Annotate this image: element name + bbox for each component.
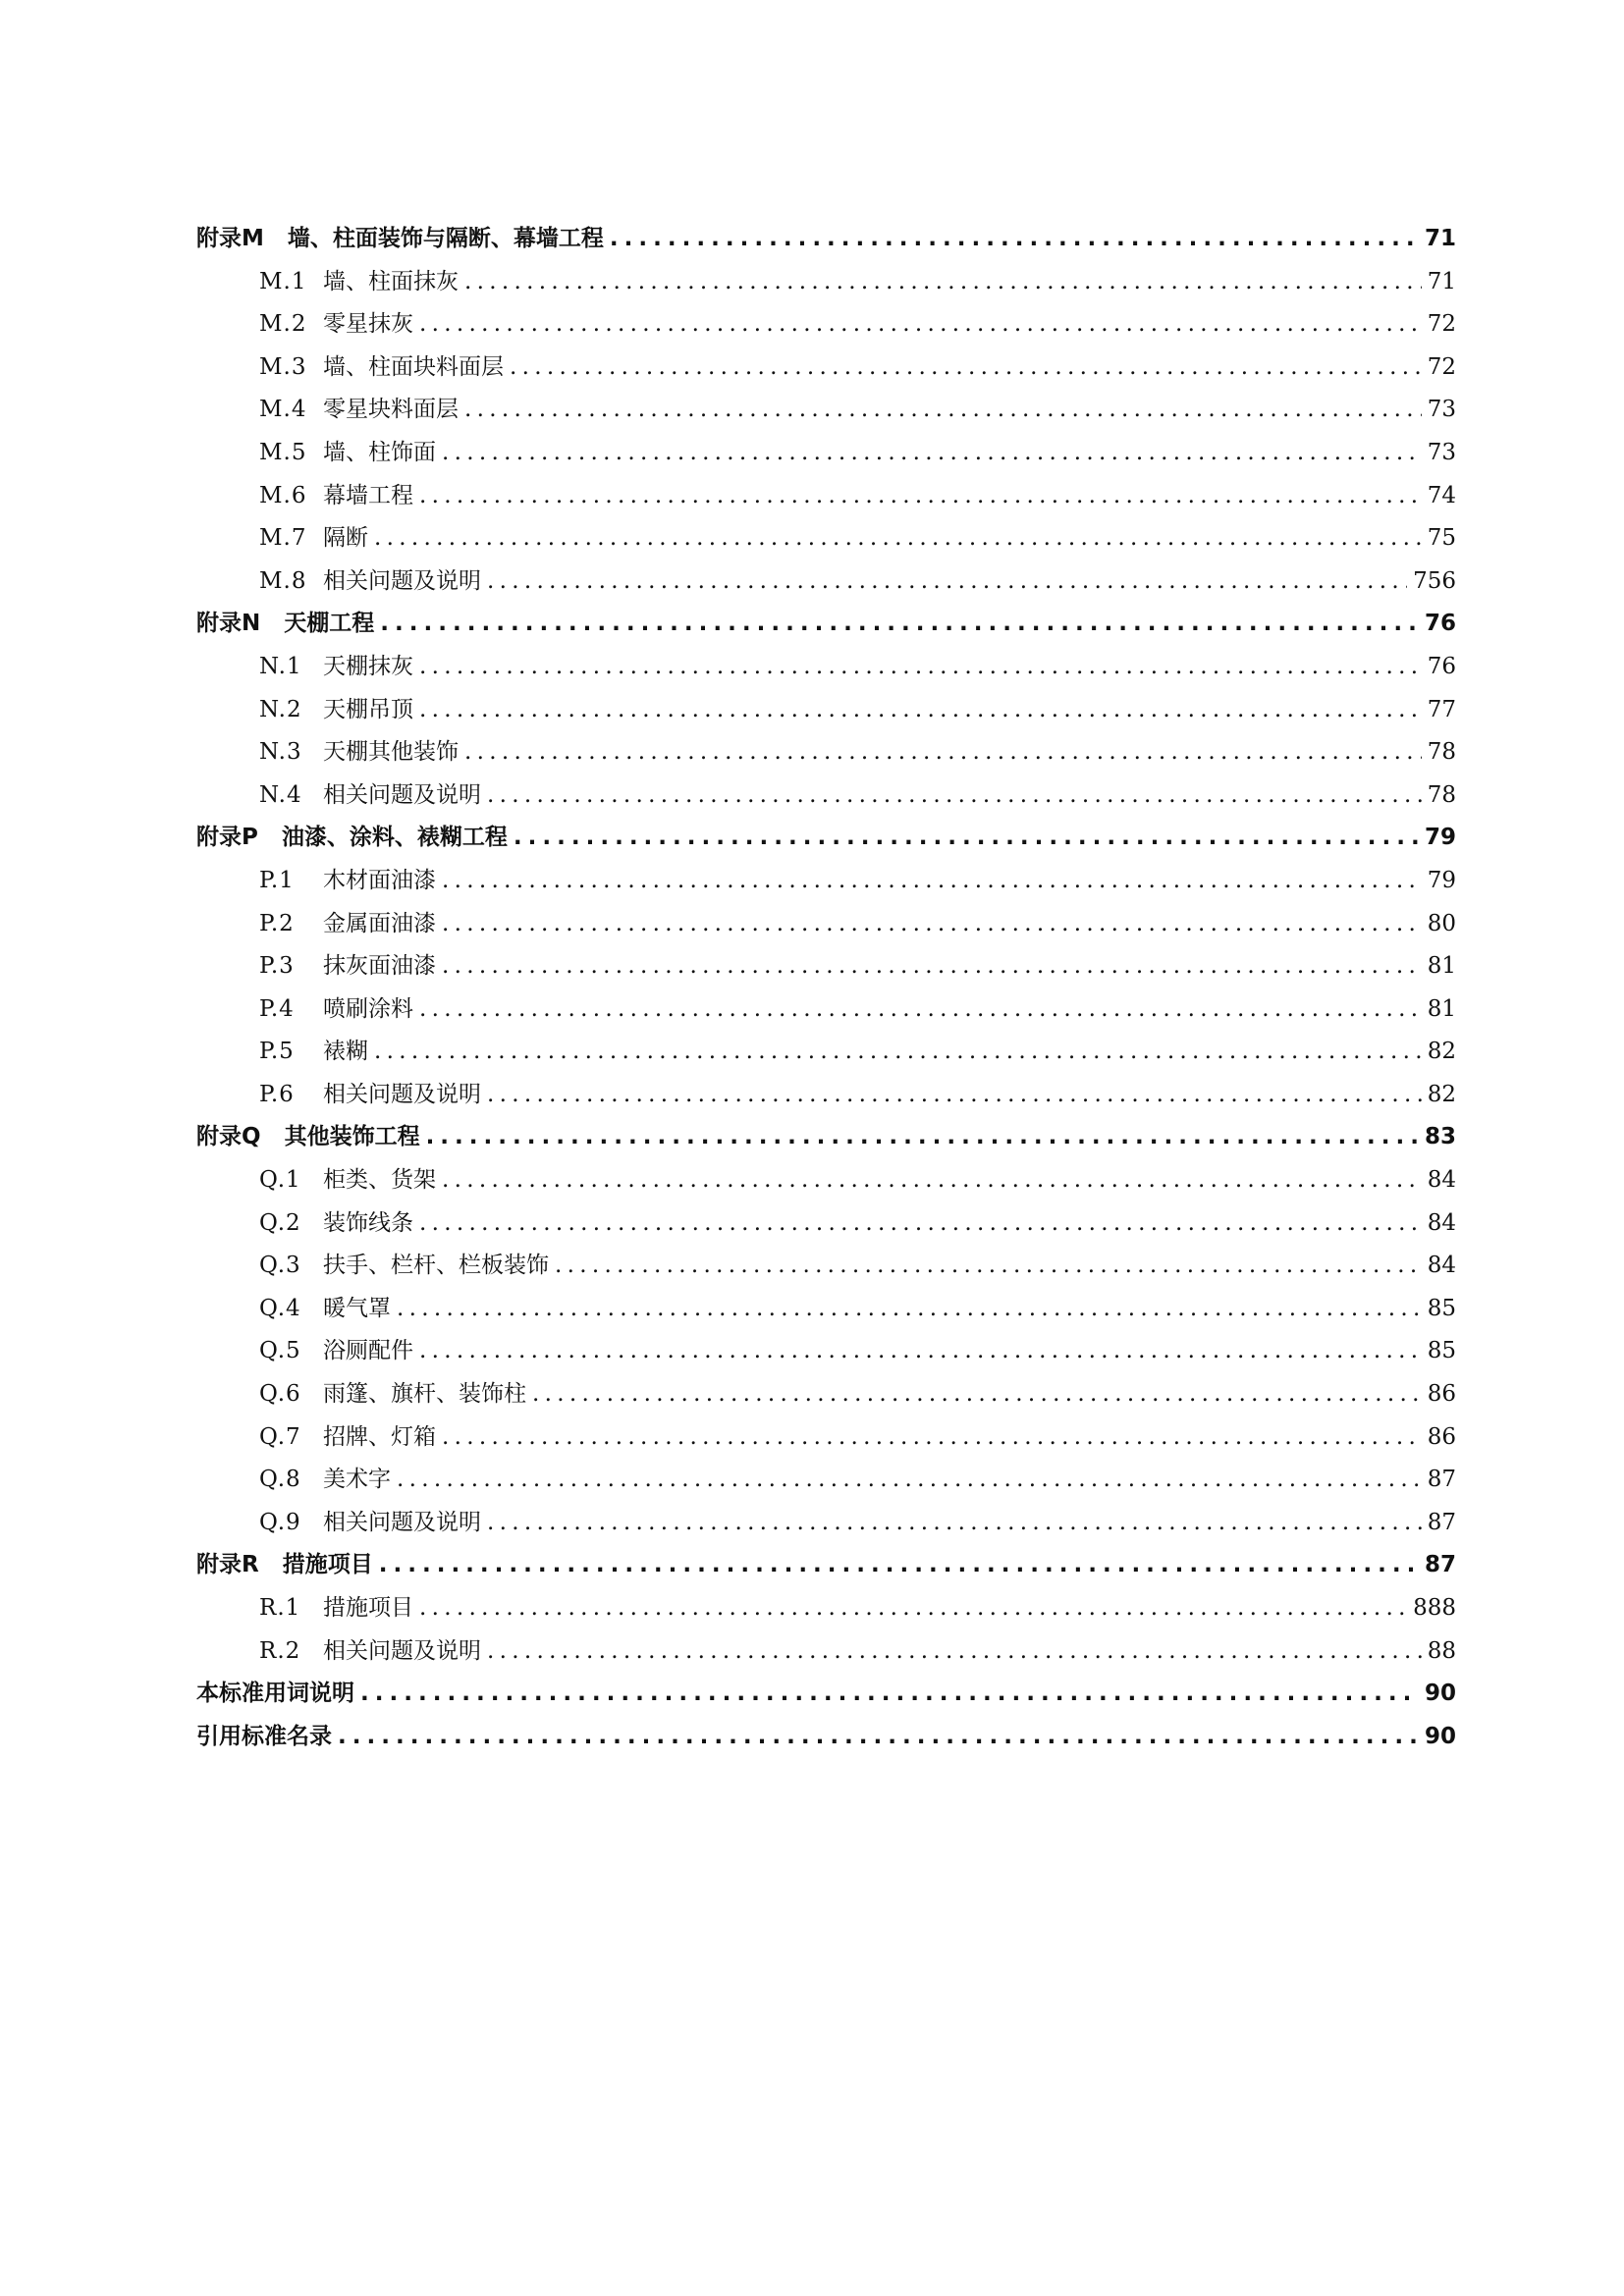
dot-leader <box>419 1202 1422 1246</box>
toc-section-entry[interactable] <box>196 945 1456 988</box>
dot-leader <box>338 1716 1419 1759</box>
dot-leader <box>487 1630 1422 1674</box>
toc-section-entry[interactable] <box>196 1630 1456 1674</box>
toc-entry-title: 相关问题及说明 <box>323 781 481 808</box>
table-of-contents <box>196 218 1456 1758</box>
dot-leader <box>464 389 1422 432</box>
toc-entry-number: 附录M <box>196 226 264 251</box>
toc-entry-number: 附录N <box>196 611 261 637</box>
toc-entry-number: N.2 <box>259 696 302 722</box>
toc-section-entry[interactable] <box>196 561 1456 604</box>
toc-page-number: 74 <box>1427 482 1456 508</box>
dot-leader <box>419 303 1422 347</box>
dot-leader <box>380 603 1419 646</box>
dot-leader <box>487 561 1407 604</box>
toc-entry-title: 隔断 <box>323 525 368 552</box>
toc-entry-title: 柜类、货架 <box>323 1167 436 1194</box>
toc-entry-title: 措施项目 <box>282 1552 373 1578</box>
toc-section-entry[interactable] <box>196 1330 1456 1373</box>
dot-leader <box>419 475 1422 518</box>
toc-entry-title: 墙、柱饰面 <box>323 439 436 465</box>
dot-leader <box>442 432 1422 475</box>
dot-leader <box>510 347 1422 390</box>
toc-entry-number: N.3 <box>259 739 302 766</box>
dot-leader <box>419 1587 1407 1630</box>
toc-page-number: 73 <box>1427 397 1456 423</box>
toc-entry-number: P.6 <box>259 1081 295 1107</box>
dot-leader <box>397 1288 1422 1331</box>
toc-page-number: 71 <box>1427 268 1456 294</box>
toc-section-entry[interactable] <box>196 689 1456 732</box>
toc-page-number: 87 <box>1427 1509 1456 1535</box>
toc-entry-title: 相关问题及说明 <box>323 1637 481 1664</box>
toc-section-entry[interactable] <box>196 646 1456 689</box>
toc-chapter-entry[interactable] <box>196 603 1456 646</box>
toc-entry-number: 附录R <box>196 1552 259 1578</box>
toc-entry-number: M.1 <box>259 268 307 294</box>
toc-section-entry[interactable] <box>196 517 1456 561</box>
toc-section-entry[interactable] <box>196 1416 1456 1460</box>
toc-page-number: 82 <box>1427 1039 1456 1065</box>
toc-entry-title: 天棚其他装饰 <box>323 739 459 766</box>
dot-leader <box>397 1459 1422 1502</box>
toc-entry-title: 幕墙工程 <box>323 482 413 508</box>
toc-page-number: 90 <box>1424 1723 1456 1749</box>
toc-page-number: 86 <box>1427 1423 1456 1450</box>
toc-entry-title: 招牌、灯箱 <box>323 1423 436 1450</box>
toc-section-entry[interactable] <box>196 731 1456 774</box>
toc-entry-title: 装饰线条 <box>323 1209 413 1236</box>
dot-leader <box>532 1373 1422 1416</box>
toc-page-number: 80 <box>1427 910 1456 936</box>
toc-page-number: 90 <box>1424 1681 1456 1707</box>
toc-entry-number: M.2 <box>259 311 307 338</box>
toc-section-entry[interactable] <box>196 1373 1456 1416</box>
dot-leader <box>555 1245 1422 1288</box>
toc-entry-title: 相关问题及说明 <box>323 1081 481 1107</box>
dot-leader <box>442 1159 1422 1202</box>
dot-leader <box>442 860 1422 903</box>
dot-leader <box>464 731 1422 774</box>
toc-page-number: 72 <box>1427 353 1456 380</box>
toc-section-entry[interactable] <box>196 347 1456 390</box>
dot-leader <box>374 517 1422 561</box>
toc-entry-title: 墙、柱面块料面层 <box>323 353 504 380</box>
toc-entry-number: Q.7 <box>259 1423 301 1450</box>
toc-entry-number: R.1 <box>259 1595 301 1621</box>
toc-page-number: 79 <box>1427 867 1456 893</box>
toc-page-number: 76 <box>1424 611 1456 637</box>
toc-entry-title: 天棚工程 <box>284 611 375 637</box>
toc-page-number: 71 <box>1424 226 1456 251</box>
toc-page-number: 73 <box>1427 439 1456 465</box>
toc-entry-number: P.5 <box>259 1039 295 1065</box>
toc-entry-number: N.1 <box>259 653 302 679</box>
toc-chapter-entry[interactable] <box>196 1673 1456 1716</box>
toc-entry-title: 油漆、涂料、裱糊工程 <box>281 825 508 851</box>
toc-entry-number: 附录Q <box>196 1124 261 1150</box>
toc-page-number: 82 <box>1427 1081 1456 1107</box>
toc-section-entry[interactable] <box>196 903 1456 946</box>
toc-entry-title: 裱糊 <box>323 1039 368 1065</box>
toc-chapter-entry[interactable] <box>196 1716 1456 1759</box>
toc-entry-number: M.6 <box>259 482 307 508</box>
toc-section-entry[interactable] <box>196 261 1456 304</box>
toc-page-number: 75 <box>1427 525 1456 552</box>
toc-entry-title: 美术字 <box>323 1467 391 1493</box>
toc-page-number: 84 <box>1427 1167 1456 1194</box>
toc-section-entry[interactable] <box>196 774 1456 818</box>
toc-entry-number: M.7 <box>259 525 307 552</box>
toc-section-entry[interactable] <box>196 389 1456 432</box>
toc-entry-title: 雨篷、旗杆、装饰柱 <box>323 1381 526 1408</box>
toc-page-number: 84 <box>1427 1253 1456 1279</box>
toc-chapter-entry[interactable] <box>196 218 1456 261</box>
toc-section-entry[interactable] <box>196 988 1456 1032</box>
toc-page-number: 78 <box>1427 739 1456 766</box>
dot-leader <box>419 988 1422 1032</box>
dot-leader <box>426 1116 1419 1159</box>
toc-page-number: 81 <box>1427 953 1456 980</box>
toc-entry-number: 附录P <box>196 825 258 851</box>
toc-section-entry[interactable] <box>196 1288 1456 1331</box>
dot-leader <box>442 1416 1422 1460</box>
toc-section-entry[interactable] <box>196 1459 1456 1502</box>
toc-entry-title: 措施项目 <box>323 1595 413 1621</box>
toc-entry-title: 墙、柱面抹灰 <box>323 268 459 294</box>
toc-section-entry[interactable] <box>196 1074 1456 1117</box>
dot-leader <box>610 218 1419 261</box>
toc-entry-title: 木材面油漆 <box>323 867 436 893</box>
dot-leader <box>514 817 1419 860</box>
toc-entry-number: M.5 <box>259 439 307 465</box>
toc-section-entry[interactable] <box>196 1031 1456 1074</box>
toc-entry-number: P.2 <box>259 910 295 936</box>
toc-page-number: 888 <box>1413 1595 1456 1621</box>
toc-page-number: 87 <box>1427 1467 1456 1493</box>
toc-page-number: 86 <box>1427 1381 1456 1408</box>
dot-leader <box>419 646 1422 689</box>
toc-entry-number: N.4 <box>259 781 302 808</box>
toc-entry-title: 墙、柱面装饰与隔断、幕墙工程 <box>287 226 604 251</box>
toc-entry-title: 暖气罩 <box>323 1295 391 1321</box>
toc-entry-title: 抹灰面油漆 <box>323 953 436 980</box>
toc-chapter-entry[interactable] <box>196 1116 1456 1159</box>
dot-leader <box>487 774 1422 818</box>
toc-page-number: 83 <box>1424 1124 1456 1150</box>
toc-entry-title: 零星抹灰 <box>323 311 413 338</box>
toc-entry-title: 零星块料面层 <box>323 397 459 423</box>
toc-entry-title: 金属面油漆 <box>323 910 436 936</box>
dot-leader <box>487 1502 1422 1545</box>
toc-section-entry[interactable] <box>196 1587 1456 1630</box>
toc-entry-number: M.3 <box>259 353 307 380</box>
toc-entry-title: 喷刷涂料 <box>323 995 413 1022</box>
dot-leader <box>360 1673 1419 1716</box>
toc-entry-number: Q.6 <box>259 1381 301 1408</box>
dot-leader <box>419 1330 1422 1373</box>
toc-entry-title: 浴厕配件 <box>323 1338 413 1364</box>
toc-entry-title: 本标准用词说明 <box>196 1681 354 1707</box>
dot-leader <box>374 1031 1422 1074</box>
toc-page-number: 77 <box>1427 696 1456 722</box>
toc-page-number: 85 <box>1427 1338 1456 1364</box>
toc-entry-number: M.4 <box>259 397 307 423</box>
toc-section-entry[interactable] <box>196 475 1456 518</box>
toc-chapter-entry[interactable] <box>196 1544 1456 1587</box>
toc-entry-title: 相关问题及说明 <box>323 567 481 594</box>
toc-entry-number: P.4 <box>259 995 295 1022</box>
toc-chapter-entry[interactable] <box>196 817 1456 860</box>
toc-entry-title: 天棚吊顶 <box>323 696 413 722</box>
dot-leader <box>379 1544 1419 1587</box>
toc-entry-number: Q.2 <box>259 1209 301 1236</box>
toc-page-number: 88 <box>1427 1637 1456 1664</box>
toc-entry-title: 天棚抹灰 <box>323 653 413 679</box>
toc-entry-number: Q.4 <box>259 1295 301 1321</box>
toc-page-number: 79 <box>1424 825 1456 851</box>
dot-leader <box>419 689 1422 732</box>
dot-leader <box>464 261 1422 304</box>
toc-entry-title: 引用标准名录 <box>196 1723 332 1749</box>
toc-page-number: 78 <box>1427 781 1456 808</box>
toc-section-entry[interactable] <box>196 1159 1456 1202</box>
dot-leader <box>487 1074 1422 1117</box>
toc-page-number: 87 <box>1424 1552 1456 1578</box>
toc-entry-title: 扶手、栏杆、栏板装饰 <box>323 1253 549 1279</box>
toc-section-entry[interactable] <box>196 303 1456 347</box>
dot-leader <box>442 903 1422 946</box>
toc-entry-number: Q.1 <box>259 1167 301 1194</box>
toc-section-entry[interactable] <box>196 860 1456 903</box>
toc-section-entry[interactable] <box>196 432 1456 475</box>
toc-section-entry[interactable] <box>196 1202 1456 1246</box>
toc-entry-title: 相关问题及说明 <box>323 1509 481 1535</box>
toc-page-number: 84 <box>1427 1209 1456 1236</box>
toc-entry-number: P.1 <box>259 867 295 893</box>
toc-page-number: 85 <box>1427 1295 1456 1321</box>
toc-entry-number: Q.8 <box>259 1467 301 1493</box>
toc-entry-title: 其他装饰工程 <box>284 1124 420 1150</box>
dot-leader <box>442 945 1422 988</box>
toc-entry-number: Q.5 <box>259 1338 301 1364</box>
toc-section-entry[interactable] <box>196 1245 1456 1288</box>
toc-page-number: 72 <box>1427 311 1456 338</box>
toc-page-number: 756 <box>1413 567 1456 594</box>
toc-entry-number: R.2 <box>259 1637 301 1664</box>
toc-page-number: 81 <box>1427 995 1456 1022</box>
toc-section-entry[interactable] <box>196 1502 1456 1545</box>
toc-entry-number: Q.3 <box>259 1253 301 1279</box>
toc-entry-number: M.8 <box>259 567 307 594</box>
toc-entry-number: Q.9 <box>259 1509 301 1535</box>
toc-entry-number: P.3 <box>259 953 295 980</box>
toc-page-number: 76 <box>1427 653 1456 679</box>
